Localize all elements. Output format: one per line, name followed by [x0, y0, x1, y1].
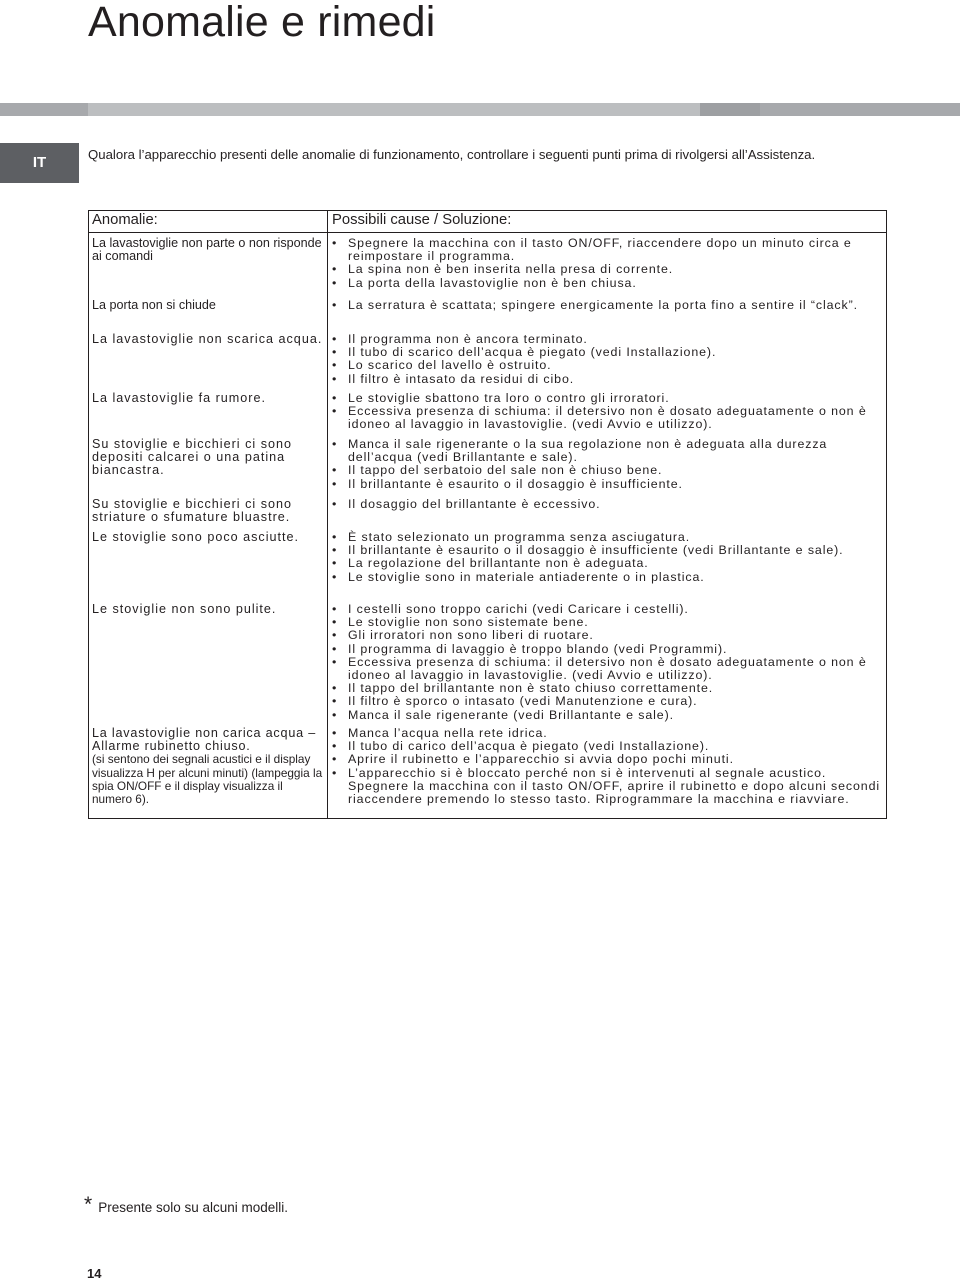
cause-item: • Il brillantante è esaurito o il dosaggio è insufficiente (vedi Brillantante e sale). [332, 543, 844, 558]
bullet-icon: • [332, 497, 338, 511]
cause-item: • Eccessiva presenza di schiuma: il detersivo non è dosato adeguatamente o non è idoneo al lavaggio in lavastoviglie. (vedi Avvio e utilizzo). [332, 404, 867, 432]
bullet-icon: • [332, 437, 338, 451]
bullet-icon: • [332, 681, 338, 696]
bullet-icon: • [332, 530, 338, 544]
page-number: 14 [87, 1266, 102, 1281]
anomaly-cell: La lavastoviglie non parte o non risponde ai comandi [92, 236, 322, 264]
cause-item: • I cestelli sono troppo carichi (vedi Caricare i cestelli). [332, 602, 689, 616]
bullet-icon: • [332, 262, 338, 277]
footnote-text: Presente solo su alcuni modelli. [98, 1200, 289, 1215]
causes-list [332, 237, 887, 290]
cause-item: • Il tubo di carico dell’acqua è piegato (vedi Installazione). [332, 739, 710, 754]
bullet-icon: • [332, 543, 338, 558]
cause-item: • Le stoviglie non sono sistemate bene. [332, 615, 589, 630]
cause-item: • La porta della lavastoviglie non è ben chiusa. [332, 275, 637, 290]
causes-list [332, 531, 887, 584]
cause-item: • Il tubo di scarico dell’acqua è piegato (vedi Installazione). [332, 345, 717, 360]
bullet-icon: • [332, 275, 338, 290]
troubleshooting-table [88, 210, 887, 819]
cause-item: • Gli irroratori non sono liberi di ruotare. [332, 628, 594, 643]
cause-item: • È stato selezionato un programma senza asciugatura. [332, 530, 691, 544]
column-divider [327, 211, 328, 818]
bullet-icon: • [332, 628, 338, 643]
title-band-segment [700, 103, 760, 116]
bullet-icon: • [332, 569, 338, 584]
cause-item: Spegnere la macchina con il tasto ON/OFF, aprire il rubinetto e dopo alcuni secondi riaccendere premendo lo stesso tasto. Riprogrammare la macchina e riavviare. [348, 778, 881, 807]
cause-item: • L’apparecchio si è bloccato perché non si è intervenuti al segnale acustico. [332, 765, 827, 780]
cause-item: • Manca l’acqua nella rete idrica. [332, 726, 548, 740]
anomaly-note: (si sentono dei segnali acustici e il display visualizza H per alcuni minuti) (lampeggia la spia ON/OFF e il display visualizza il numero 6). [92, 752, 323, 807]
cause-item: • Aprire il rubinetto e l’apparecchio si avvia dopo pochi minuti. [332, 752, 734, 767]
cause-item: • Spegnere la macchina con il tasto ON/OFF, riaccendere dopo un minuto circa e reimpostare il programma. [332, 236, 852, 264]
language-tab: IT [0, 143, 79, 183]
anomalies-header: Anomalie: [92, 212, 158, 228]
cause-item: • Manca il sale rigenerante (vedi Brillantante e sale). [332, 707, 674, 722]
bullet-icon: • [332, 602, 338, 616]
cause-item: • Il programma non è ancora terminato. [332, 332, 588, 346]
bullet-icon: • [332, 641, 338, 656]
causes-list [332, 392, 887, 432]
anomaly-cell: La lavastoviglie fa rumore. [92, 391, 266, 405]
bullet-icon: • [332, 615, 338, 630]
bullet-icon: • [332, 404, 338, 419]
bullet-icon: • [332, 752, 338, 767]
title-band-segment [0, 103, 88, 116]
cause-item: • Il tappo del brillantante non è stato chiuso correttamente. [332, 681, 714, 696]
bullet-icon: • [332, 358, 338, 373]
cause-item: • Il brillantante è esaurito o il dosaggio è insufficiente. [332, 476, 683, 491]
page-title: Anomalie e rimedi [88, 0, 436, 46]
cause-item: • La serratura è scattata; spingere energicamente la porta fino a sentire il “clack”. [332, 298, 858, 312]
causes-list [332, 438, 887, 491]
title-band-segment [760, 103, 960, 116]
cause-item: • Il tappo del serbatoio del sale non è chiuso bene. [332, 463, 663, 478]
cause-item: • Eccessiva presenza di schiuma: il detersivo non è dosato adeguatamente o non è idoneo al lavaggio in lavastoviglie. (vedi Avvio e utilizzo). [332, 654, 867, 683]
cause-item: • Lo scarico del lavello è ostruito. [332, 358, 552, 373]
footnote [84, 1195, 288, 1215]
anomaly-cell: Le stoviglie non sono pulite. [92, 602, 277, 616]
bullet-icon: • [332, 463, 338, 478]
bullet-icon: • [332, 236, 338, 250]
bullet-icon: • [332, 391, 338, 405]
anomaly-cell: Su stoviglie e bicchieri ci sono depositi calcarei o una patina biancastra. [92, 437, 292, 478]
bullet-icon: • [332, 707, 338, 722]
intro-text: Qualora l’apparecchio presenti delle anomalie di funzionamento, controllare i seguenti punti prima di rivolgersi all’Assistenza. [88, 147, 816, 162]
cause-item: • Le stoviglie sbattono tra loro o contro gli irroratori. [332, 391, 670, 405]
causes-list [332, 603, 887, 722]
cause-item: • Manca il sale rigenerante o la sua regolazione non è adeguata alla durezza dell’acqua (vedi Brillantante e sale). [332, 437, 828, 465]
bullet-icon: • [332, 298, 338, 312]
bullet-icon: • [332, 765, 338, 780]
cause-item: • Il filtro è sporco o intasato (vedi Manutenzione e cura). [332, 694, 698, 709]
cause-item: • Il filtro è intasato da residui di cibo. [332, 371, 575, 386]
bullet-icon: • [332, 345, 338, 360]
bullet-icon: • [332, 371, 338, 386]
cause-item: • La regolazione del brillantante non è adeguata. [332, 556, 649, 571]
title-band-segment [88, 103, 700, 116]
bullet-icon: • [332, 739, 338, 754]
anomaly-cell: La porta non si chiude [92, 298, 216, 312]
cause-item: • La spina non è ben inserita nella presa di corrente. [332, 262, 674, 277]
cause-item: • Il dosaggio del brillantante è eccessivo. [332, 497, 601, 511]
bullet-icon: • [332, 654, 338, 669]
cause-item: • Il programma di lavaggio è troppo blando (vedi Programmi). [332, 641, 728, 656]
anomaly-cell: La lavastoviglie non scarica acqua. [92, 332, 323, 346]
anomaly-text: La lavastoviglie non carica acqua – Allarme rubinetto chiuso. [92, 726, 317, 754]
bullet-icon: • [332, 556, 338, 571]
anomaly-cell [92, 727, 324, 806]
causes-list [332, 498, 887, 511]
causes-list [332, 727, 887, 806]
bullet-icon: • [332, 476, 338, 491]
causes-header: Possibili cause / Soluzione: [332, 212, 512, 228]
anomaly-cell: Le stoviglie sono poco asciutte. [92, 530, 300, 544]
causes-list [332, 333, 887, 386]
bullet-icon: • [332, 332, 338, 346]
anomaly-cell: Su stoviglie e bicchieri ci sono striature o sfumature bluastre. [92, 497, 292, 525]
header-rule [89, 232, 886, 233]
bullet-icon: • [332, 694, 338, 709]
causes-list [332, 299, 887, 312]
footnote-symbol: * [84, 1193, 93, 1216]
bullet-icon: • [332, 726, 338, 740]
cause-item: • Le stoviglie sono in materiale antiaderente o in plastica. [332, 569, 705, 584]
title-band [0, 103, 960, 116]
